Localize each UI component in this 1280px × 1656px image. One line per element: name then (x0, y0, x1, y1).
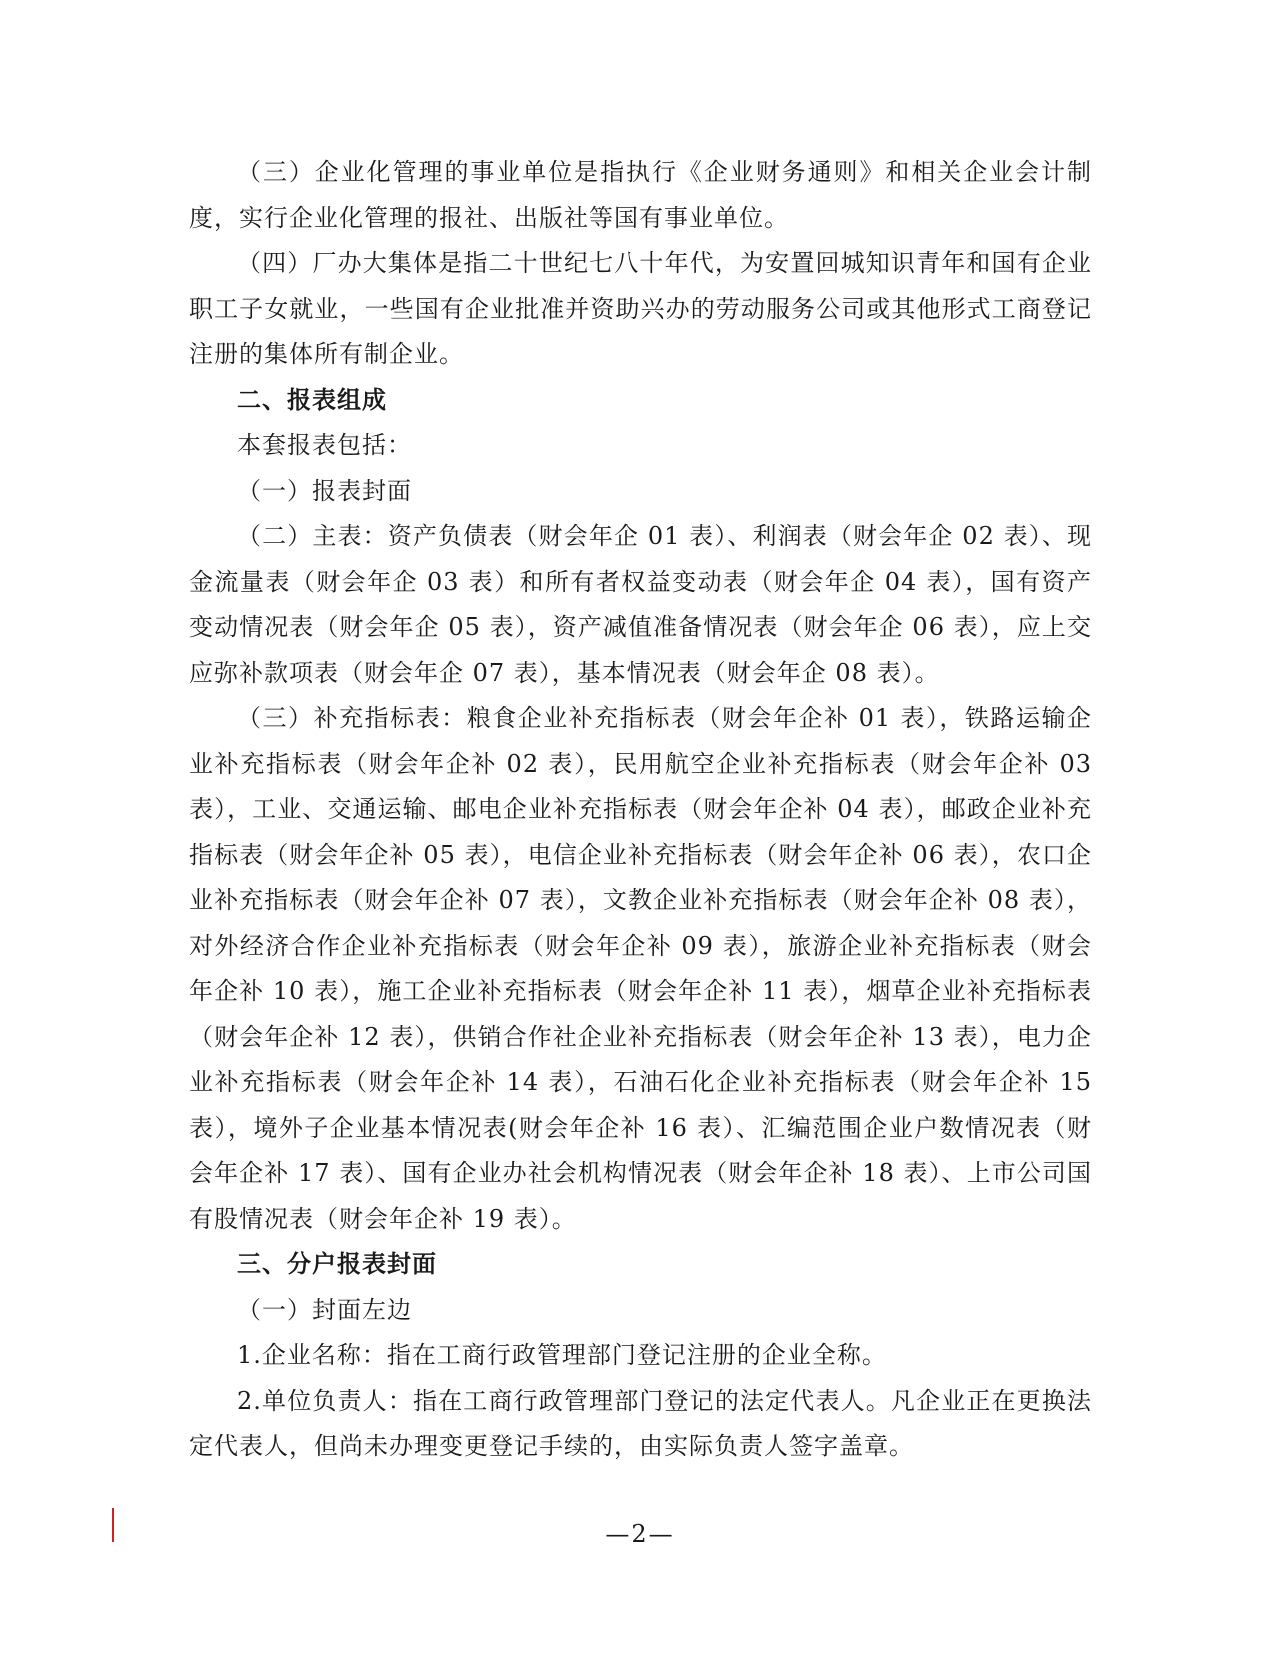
section-heading-cover: 三、分户报表封面 (237, 1250, 437, 1278)
page-number: —2— (605, 1520, 675, 1548)
paragraph-main-tables: （二）主表：资产负债表（财会年企 01 表）、利润表（财会年企 02 表）、现金流量表（财会年企 03 表）和所有者权益变动表（财会年企 04 表），国有资产变动情况表（财会年企 05 表），资产减值准备情况表（财会年企 06 表），应上交应弥补款项表（财会年企 07 表），基本情况表（财会年企 08 表）。 (189, 522, 1092, 687)
paragraph-factory-collectives: （四）厂办大集体是指二十世纪七八十年代，为安置回城知识青年和国有企业职工子女就业，一些国有企业批准并资助兴办的劳动服务公司或其他形式工商登记注册的集体所有制企业。 (189, 249, 1092, 368)
paragraph-report-includes: 本套报表包括： (237, 431, 412, 459)
section-heading-report-composition: 二、报表组成 (237, 385, 387, 414)
paragraph-supplementary-tables: （三）补充指标表：粮食企业补充指标表（财会年企补 01 表），铁路运输企业补充指标表（财会年企补 02 表），民用航空企业补充指标表（财会年企补 03 表），工业、交通运输、邮电企业补充指标表（财会年企补 04 表），邮政企业补充指标表（财会年企补 05 表），电信企业补充指标表（财会年企补 06 表），农口企业补充指标表（财会年企补 07 表），文教企业补充指标表（财会年企补 08 表），对外经济合作企业补充指标表（财会年企补 09 表），旅游企业补充指标表（财会年企补 10 表），施工企业补充指标表（财会年企补 11 表），烟草企业补充指标表（财会年企补 12 表），供销合作社企业补充指标表（财会年企补 13 表），电力企业补充指标表（财会年企补 14 表），石油石化企业补充指标表（财会年企补 15 表），境外子企业基本情况表(财会年企补 16 表）、汇编范围企业户数情况表（财会年企补 17 表）、国有企业办社会机构情况表（财会年企补 18 表）、上市公司国有股情况表（财会年企补 19 表）。 (189, 704, 1092, 1233)
paragraph-enterprise-managed-institutions: （三）企业化管理的事业单位是指执行《企业财务通则》和相关企业会计制度，实行企业化管理的报社、出版社等国有事业单位。 (189, 158, 1092, 232)
paragraph-unit-head: 2.单位负责人：指在工商行政管理部门登记的法定代表人。凡企业正在更换法定代表人，但尚未办理变更登记手续的，由实际负责人签字盖章。 (189, 1386, 1092, 1460)
document-body (189, 150, 1092, 1470)
paragraph-report-cover: （一）报表封面 (237, 476, 412, 505)
paragraph-enterprise-name: 1.企业名称：指在工商行政管理部门登记注册的企业全称。 (237, 1341, 887, 1369)
paragraph-cover-left: （一）封面左边 (237, 1295, 412, 1324)
